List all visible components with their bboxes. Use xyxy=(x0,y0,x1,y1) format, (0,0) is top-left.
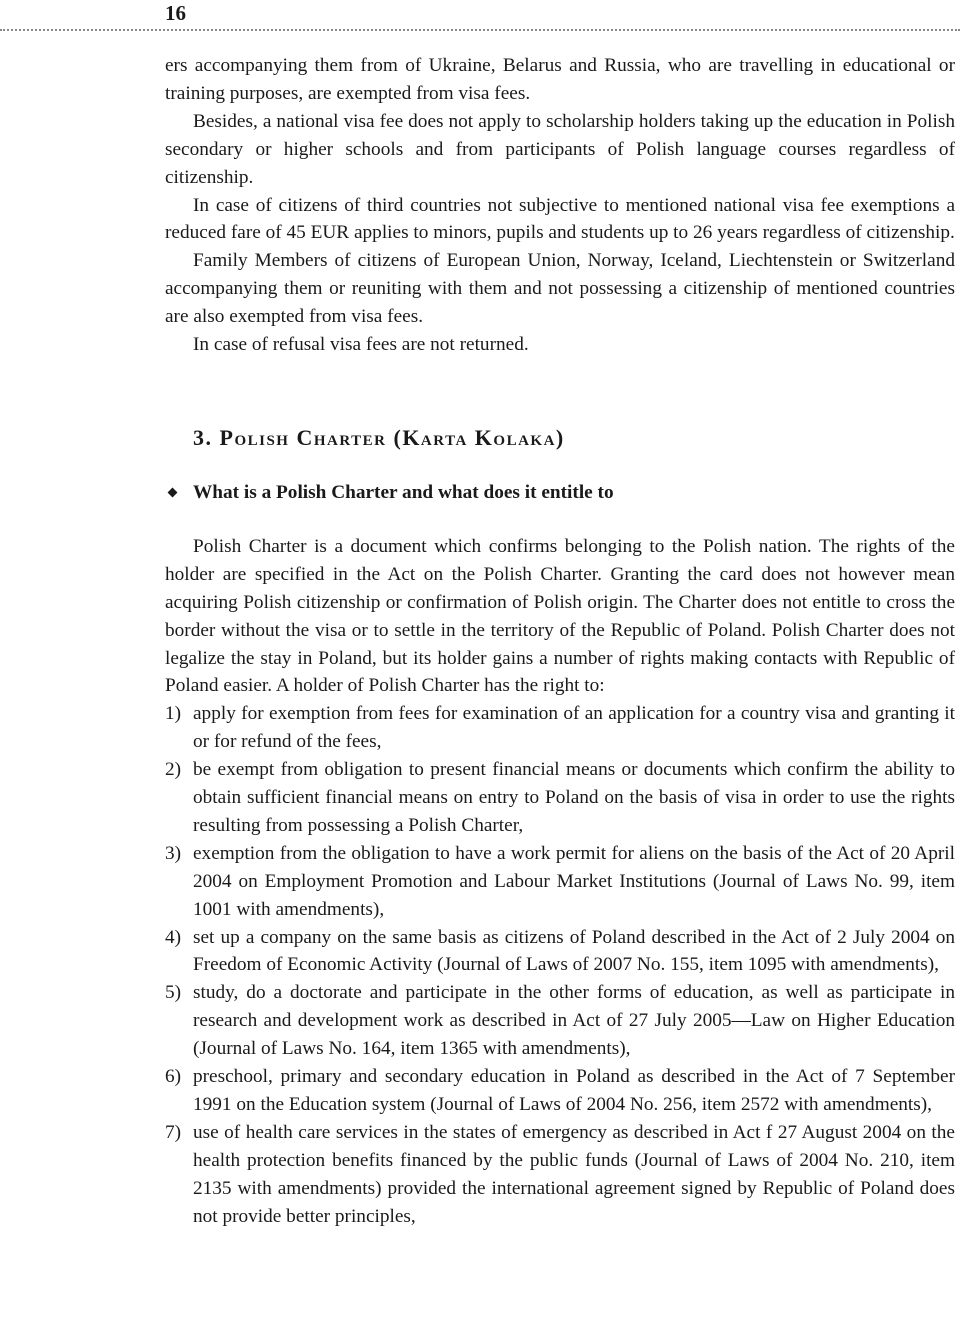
rights-list xyxy=(165,700,955,1230)
list-number: 3) xyxy=(165,842,182,864)
subheading xyxy=(165,479,955,507)
paragraph: In case of refusal visa fees are not returned. xyxy=(193,334,529,356)
list-text: be exempt from obligation to present financial means or documents which confirm the ability to obtain sufficient financial means on entry to Poland on the basis of visa in order to use the rights resulting from possessing a Polish Charter, xyxy=(193,759,955,836)
paragraph: Besides, a national visa fee does not apply to scholarship holders taking up the education in Polish secondary or higher schools and from participants of Polish language courses regardless of citizenship. xyxy=(165,110,955,188)
list-number: 7) xyxy=(165,1121,182,1143)
list-item xyxy=(165,840,955,924)
section-heading: 3. Polish Charter (Karta Kolaka) xyxy=(193,424,565,450)
list-number: 6) xyxy=(165,1066,182,1088)
list-number: 2) xyxy=(165,759,182,781)
list-item xyxy=(165,1119,955,1231)
list-text: exemption from the obligation to have a work permit for aliens on the basis of the Act of 20 April 2004 on Employment Promotion and Labour Market Institutions (Journal of Laws No. 99, item 1001 with amendments), xyxy=(193,842,955,920)
list-item xyxy=(165,924,955,980)
list-item xyxy=(165,1063,955,1119)
page-header xyxy=(0,0,960,30)
list-text: apply for exemption from fees for examination of an application for a country visa and granting it or for refund of the fees, xyxy=(193,703,955,753)
header-dotted-rule xyxy=(0,29,960,31)
diamond-bullet-icon xyxy=(168,488,178,498)
list-item xyxy=(165,756,955,840)
list-number: 4) xyxy=(165,926,182,948)
list-text: set up a company on the same basis as citizens of Poland described in the Act of 2 July 2004 on Freedom of Economic Activity (Journal of Laws of 2007 No. 155, item 1095 with amendments), xyxy=(193,926,955,976)
paragraph: Family Members of citizens of European Union, Norway, Iceland, Liechtenstein or Switzerland accompanying them or reuniting with them and not possessing a citizenship of mentioned countries are also exempted from visa fees. xyxy=(165,250,955,328)
list-number: 1) xyxy=(165,703,182,725)
list-text: preschool, primary and secondary education in Poland as described in the Act of 7 September 1991 on the Education system (Journal of Laws of 2004 No. 256, item 2572 with amendments), xyxy=(193,1066,955,1115)
list-number: 5) xyxy=(165,982,182,1004)
list-text: use of health care services in the states of emergency as described in Act f 27 August 2004 on the health protection benefits financed by the public funds (Journal of Laws of 2004 No. 210, item 2135 with amendments) provided the international agreement signed by Republic of Poland does not provide better principles, xyxy=(193,1121,955,1227)
intro-paragraph: Polish Charter is a document which confirms belonging to the Polish nation. The rights of the holder are specified in the Act on the Polish Charter. Granting the card does not however mean acquiring Polish citizenship or confirmation of Polish origin. The Charter does not entitle to cross the border without the visa or to settle in the territory of the Republic of Poland. Polish Charter does not legalize the stay in Poland, but its holder gains a number of rights making contacts with Republic of Poland easier. A holder of Polish Charter has the right to: xyxy=(165,535,955,697)
page-number: 16 xyxy=(165,1,186,25)
list-item xyxy=(165,979,955,1063)
subheading-text: What is a Polish Charter and what does it entitle to xyxy=(193,481,614,503)
list-item xyxy=(165,700,955,756)
list-text: study, do a doctorate and participate in the other forms of education, as well as participate in research and development work as described in Act of 27 July 2005—Law on Higher Education (Journal of Laws No. 164, item 1365 with amendments), xyxy=(193,982,955,1060)
paragraph: In case of citizens of third countries not subjective to mentioned national visa fee exemptions a reduced fare of 45 EUR applies to minors, pupils and students up to 26 years regardless of citizenship. xyxy=(165,194,955,244)
page-body xyxy=(165,52,955,1231)
paragraph: ers accompanying them from of Ukraine, Belarus and Russia, who are travelling in educational or training purposes, are exempted from visa fees. xyxy=(165,55,955,104)
